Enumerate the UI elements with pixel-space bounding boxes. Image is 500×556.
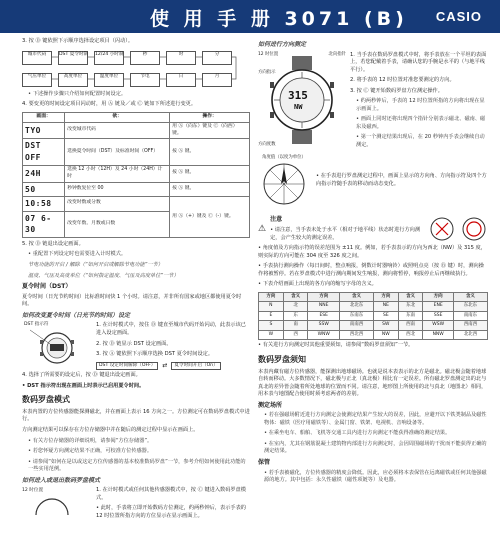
note-units: 温度、气压及高度单位（“如何指定温度、气压及高度单位”一节） — [28, 272, 179, 279]
flow-hour: 时 — [166, 51, 196, 65]
direction-table — [258, 292, 488, 341]
measure-step-3: 3. 按 Ⓒ 键开始数码罗盘方位测定操作。 — [350, 87, 443, 94]
table-note: • 有关进行方向测定时其他重要须知，请参阅“数码罗盘须知”一节。 — [258, 342, 414, 349]
compass-steps — [96, 487, 250, 523]
table-row — [259, 330, 488, 340]
dir-header-cell: 方向 — [423, 292, 453, 302]
wrist-position-icon — [428, 214, 488, 244]
dir-header-cell: 方向 — [308, 292, 339, 302]
dst-step-1: 1. 在计时模式中，按住 Ⓓ 键直至城市代码开始闪动，此表示该已进入设定画面。 — [96, 322, 246, 337]
measure-step-1: 1. 当手表在数码罗盘模式中时，将手表放在一个平坦的表面上，若您配戴着手表，请确认您的手腕是水平的（与地平线平行）。 — [350, 51, 487, 73]
table-cell: ENE — [423, 302, 453, 312]
dst-text: 夏令时间（日光节约时间）比标准时间快 1 个小时。请注意，并非所有国家或地区都使用夏令时间。 — [22, 293, 242, 308]
warning-icon: ⚠ — [258, 223, 267, 234]
page-header — [0, 0, 500, 33]
table-cell: 东南东 — [339, 311, 373, 321]
compass-how-title: 如何进入或退出数码罗盘模式 — [22, 476, 101, 484]
table-cell: 北北西 — [453, 330, 487, 340]
dst-step-3: 3. 按 Ⓐ 键依照下示顺序选换 DST 夏令时间设定。 — [96, 351, 214, 358]
table-cell: NE — [373, 302, 398, 312]
table-cell: W — [259, 330, 284, 340]
caution-body — [270, 213, 424, 245]
table-cell: 西北 — [398, 330, 423, 340]
notes-text: 本表内藏有磁方位传感器，能探测出地球磁场。也就是说本表表示的北方是磁北。磁北极会随着地球自转而移动。大多数情况下，磁北极与正北（真北极）相比有一定误差。所有磁北罗盘测定出的北与真北的差异皆会随着所处地球的位置而不同。请注意，地形图上所使用的北与真北（地图北）相同，用本表与地图配合使用时须考虑两者的差别。 — [258, 368, 487, 398]
caution-text: • 请注意，当手表未处于水平（相对于地平线）状态时进行方向测定，会产生较大的测定误差。 — [270, 227, 421, 241]
storage-title: 保管 — [258, 459, 271, 467]
table-row — [259, 321, 488, 331]
table-cell: 东北 — [398, 302, 423, 312]
dst-watch-figure — [22, 322, 92, 366]
note-reconfigure: • 重配置下列设定时也需要进入计时模式。 — [28, 251, 127, 258]
table-row — [259, 302, 488, 312]
right-column — [258, 38, 488, 556]
measure-step-note-3: • 第一个测定结果出现后，在 20 秒钟内手表会继续自动测定。 — [356, 134, 485, 148]
dir-header-cell: 含义 — [283, 292, 308, 302]
table-cell: 按 Ⓐ 键。 — [170, 182, 250, 197]
table-cell: 东北东 — [453, 302, 487, 312]
table-cell: 西南西 — [453, 321, 487, 331]
label-12-oclock: 12 时位置 — [258, 51, 279, 57]
display-sample: DST OFF — [23, 139, 65, 165]
dst-how-title: 如何改变夏令时间（日光节约时间）设定 — [22, 311, 131, 319]
dst-toggle-flow — [96, 362, 250, 371]
table-row — [23, 197, 250, 212]
angle-dial — [258, 155, 310, 211]
flow-altitude-unit: 高度单位 — [58, 73, 88, 87]
dir-header-cell: 含义 — [339, 292, 373, 302]
table-cell: 按 Ⓐ 键。 — [170, 165, 250, 182]
flow-minute: 分 — [202, 51, 232, 65]
table-cell: N — [259, 302, 284, 312]
table-cell: E — [259, 311, 284, 321]
table-cell: 北 — [283, 302, 308, 312]
table-cell: 西 — [283, 330, 308, 340]
label-north-pointer: 北向指针 — [328, 51, 346, 57]
note-power-saving: 节电功能的开启 / 解除（“如何开启或解除节电功能”一节） — [28, 261, 163, 268]
dst-on-box: 夏令时间开启（On） — [171, 362, 220, 370]
table-cell: SW — [373, 321, 398, 331]
flow-12-24: 12/24 小时制 — [94, 51, 124, 65]
dst-title: 夏令时间（DST） — [22, 283, 72, 291]
dir-header-cell: 方向 — [259, 292, 284, 302]
step-5: 5. 按 Ⓓ 链退出设定画面。 — [22, 240, 84, 247]
how-measure-title: 如何进行方向测定 — [258, 41, 307, 48]
measure-section — [258, 52, 488, 153]
table-cell: NW — [373, 330, 398, 340]
table-header-purpose: 欲： — [65, 112, 170, 122]
step-3: 3. 按 Ⓓ 键依照下示顺序选择设定项目（闪动）。 — [22, 38, 134, 44]
measure-step-2: 2. 将手表的 12 时位置对准您要测定的方向。 — [350, 77, 455, 84]
flow-day: 日 — [166, 73, 196, 87]
caution-title: 注意 — [270, 216, 283, 224]
compass-title: 数码罗盘模式 — [22, 395, 70, 405]
table-cell: NNW — [423, 330, 453, 340]
dst-section — [22, 322, 250, 372]
table-cell: SSW — [308, 321, 339, 331]
compass-watch-figure — [22, 487, 92, 523]
table-header-operation: 操作： — [170, 112, 250, 122]
lcd-direction-value: NW — [294, 102, 303, 111]
compass-rose-icon — [261, 161, 307, 207]
angle-figure — [258, 155, 488, 211]
table-row — [23, 165, 250, 182]
flow-dst: DST 夏令时制 — [58, 51, 88, 65]
table-cell: 南 — [283, 321, 308, 331]
flow-city-code: 城市代码 — [22, 51, 52, 65]
table-cell: 秒钟数复位至 00 — [65, 182, 170, 197]
angle-note: • 在手表进行罗盘测定过程中，画面上显示的方向角、方向指示符及四个方向指示符随手表的移动而动态变化。 — [316, 173, 487, 187]
place-bullet-1: • 若在强磁场附近进行方向测定会使测定结果产生较大的误差，因此，应避开以下铁类制品及磁性物体：磁铁（医疗用磁铁等）、金属门窗、铁架、电视机、音响设备等。 — [264, 412, 487, 426]
flow-note: • 下述操作步骤只介绍如何配置时间设定。 — [28, 90, 127, 97]
watch-icon — [22, 495, 82, 515]
compass-text: 本表内置的方位传感器能探测磁北，并在画面上表示 16 方向之一。方位测定可在数码罗盘模式中进行。 — [22, 408, 250, 423]
display-sample: 10:58 — [23, 197, 65, 212]
display-sample: 24H — [23, 165, 65, 182]
measure-step-note-1: • 约两秒钟后，手表的 12 时位置所指的方向将出现在显示画面上。 — [356, 98, 485, 112]
page-title: 使 用 手 册 3071 (B) — [150, 8, 408, 30]
dst-step-2: 2. 按 Ⓓ 链显示 DST 设定画面。 — [96, 340, 172, 347]
table-cell: NNE — [308, 302, 339, 312]
compass-bullet-2: • 若您怀疑方向测定结果不正确，可校准方位传感器。 — [28, 448, 153, 455]
table-cell: WSW — [423, 321, 453, 331]
twelve-oclock-label: 12 时位置 — [22, 488, 44, 494]
compass-text-2: 方向测定结果可以保存在方位存储器中并在随后的测定过程中显示在画面上。 — [22, 427, 199, 434]
angle-error-text: • 角度值及方向指示符的误差范围为 ±11 度。例如，若手表表示的方向为西北（NW）及 315 度，则实际的方向可能在 304 度至 326 度之间。 — [258, 245, 486, 259]
notes-title: 数码罗盘须知 — [258, 354, 306, 364]
dst-step-4: 4. 选择了所需要的设定后，按 Ⓓ 键退出设定画面。 — [22, 372, 141, 379]
table-cell: 改变城市代码 — [65, 122, 170, 139]
dst-step-note: • DST 指示符出现在画面上时表示已启用夏令时间。 — [22, 382, 145, 389]
flow-temperature-unit: 温度单位 — [94, 73, 124, 87]
table-intro: • 下表介绍画面上出现的各方向的缩写字母的含义。 — [258, 281, 377, 288]
measure-steps — [350, 52, 488, 153]
flow-month: 月 — [202, 73, 232, 87]
display-sample: TYO — [23, 122, 65, 139]
table-cell: ESE — [308, 311, 339, 321]
compass-entry-section — [22, 487, 250, 523]
place-title: 测定场所 — [258, 401, 283, 409]
table-cell: 南南西 — [339, 321, 373, 331]
table-cell: SSE — [423, 311, 453, 321]
label-angle: 方向度数 — [258, 141, 276, 147]
dst-off-box: DST 设定时间解除（OFF） — [96, 362, 158, 370]
table-row — [23, 122, 250, 139]
flow-seconds: 秒 — [130, 51, 160, 65]
caution-section — [258, 213, 488, 245]
compass-step-note: • 此时，手表将立即开始数码方位测定，约两秒钟后，表示手表的 12 时位置所指方向的方位显示在显示画面上。 — [96, 505, 246, 519]
table-cell: 北北东 — [339, 302, 373, 312]
brand-logo: CASIO — [435, 9, 482, 24]
arrow-icon: ⇄ — [162, 361, 168, 369]
table-row — [23, 182, 250, 197]
dst-indicator-label: DST 指示符 — [24, 322, 49, 328]
table-header-screen: 画面： — [23, 112, 65, 122]
compass-bullet-1: • 有关方位存储器的详细说明，请参阅“方位存储器”。 — [28, 437, 153, 444]
flow-power-saving: 节电 — [130, 73, 160, 87]
dir-header-cell: 方向 — [373, 292, 398, 302]
angle-dial-label: 角度值（以度为单位） — [262, 154, 306, 160]
measure-step-note-2: • 画面上同时还将出现四个指针分别表示磁北、磁南、磁东及磁西。 — [356, 116, 486, 130]
setting-flow-diagram — [22, 49, 250, 87]
display-sample: 50 — [23, 182, 65, 197]
table-row — [23, 139, 250, 165]
table-cell: 用 Ⓐ（向东）键及 Ⓒ（向西）键。 — [170, 122, 250, 139]
angle-pause-text: • 手表执行测向操作（每日间时，整点响报，倒数计时器响铃）或照明点亮（按 Ⓑ 键）时，测向操作将被暂停。若在罗盘模式中进行测向期间发生响报，测向将暂停，响报停止后再继续执行。 — [258, 263, 484, 277]
flow-pressure-unit: 气压单位 — [22, 73, 52, 87]
table-cell: 按 Ⓐ 键。 — [170, 139, 250, 165]
dst-steps — [96, 322, 250, 372]
table-row — [259, 311, 488, 321]
table-cell: 西南 — [398, 321, 423, 331]
label-direction-indicator: 方向指示 — [258, 69, 276, 75]
table-cell: 改变时数或分数 — [65, 197, 170, 212]
table-cell: 西北西 — [339, 330, 373, 340]
table-cell: SE — [373, 311, 398, 321]
storage-text: • 若手表被磁化，方位传感器的精度会降低。因此，应必须将本表保管在远离磁铁或任何其他强磁源的地方。其中包括：永久性磁铁（磁性项链等）及电器。 — [264, 469, 487, 484]
table-cell: 改变年数、月数或日数 — [65, 211, 170, 237]
compass-watch-figure — [258, 52, 346, 148]
place-bullet-3: • 在室内，尤其在钢筋混凝土建筑物内部进行方向测定时，会因周围磁场的干扰而不能获得正确的测定结果。 — [264, 440, 487, 455]
table-cell: WNW — [308, 330, 339, 340]
lcd-angle-value: 315 — [288, 88, 308, 102]
display-sample: 07 6-30 — [23, 211, 65, 237]
table-cell: S — [259, 321, 284, 331]
settings-table — [22, 112, 250, 238]
left-column — [22, 38, 250, 556]
place-bullet-2: • 在乘坐电车、船舶、飞机等交通工具内进行方向测定不能获得准确的测定结果。 — [264, 430, 451, 437]
table-cell: 选换 12 小时（12H）及 24 小时（24H）计时 — [65, 165, 170, 182]
table-cell: 用 Ⓐ（+）键及 Ⓒ（-）键。 — [170, 197, 250, 238]
dir-header-cell: 含义 — [398, 292, 423, 302]
table-cell: 南南东 — [453, 311, 487, 321]
compass-step-1: 1. 在计时模式或任何其他传感器模式中，按 Ⓒ 键进入数码罗盘模式。 — [96, 487, 246, 501]
table-cell: 选换夏令时间（DST）及标准时间（OFF） — [65, 139, 170, 165]
compass-bullet-3: • 请参阅“如何在是以或这定方位传感器的基本校准数码罗盘”一节，参考介绍如何使用此功能的一些实用范例。 — [28, 458, 246, 473]
table-cell: 东南 — [398, 311, 423, 321]
step-4: 4. 要变更的时间设定项目闪动时，用 Ⓐ 链及／或 Ⓒ 链如下所述进行变更。 — [22, 101, 197, 108]
dir-header-cell: 含义 — [453, 292, 487, 302]
table-cell: 东 — [283, 311, 308, 321]
